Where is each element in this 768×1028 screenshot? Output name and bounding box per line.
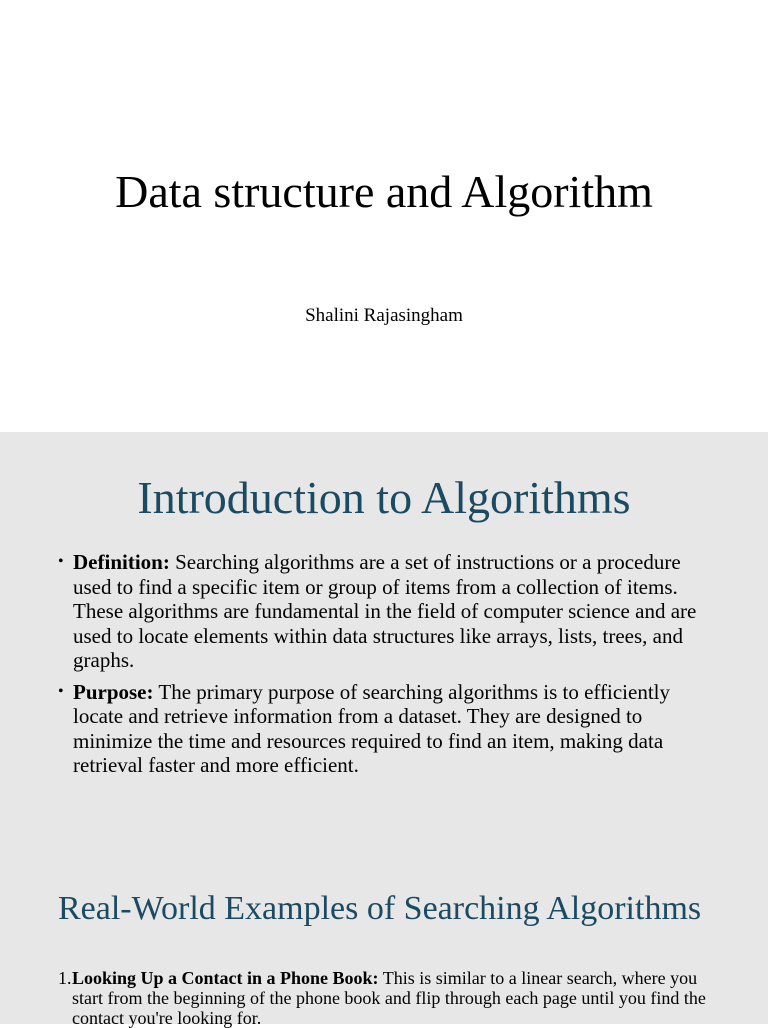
bullet-marker: • [58,553,64,570]
presentation-title: Data structure and Algorithm [115,166,653,217]
item-term: Looking Up a Contact in a Phone Book: [72,968,379,988]
numbered-list [58,968,718,1028]
slide-title: Real-World Examples of Searching Algorithms [58,890,702,927]
bullet-marker: • [58,682,64,700]
item-text: This is similar to a linear search, where you start from the beginning of the phone book and flip through each page until you find the contact you're looking for. [72,968,706,1028]
bullet-text: Searching algorithms are a set of instructions or a procedure used to find a specific item or group of items from a collection of items. These algorithms are fundamental in the field of computer science and are used to locate elements within data structures like arrays, lists, trees, and graphs. [73,550,697,672]
title-slide [0,0,768,432]
bullet-purpose [58,680,718,778]
examples-slide [0,864,768,1028]
author-name: Shalini Rajasingham [305,305,463,326]
bullet-term: Purpose: [73,679,154,704]
list-item-phone-book [58,968,718,1028]
item-number: 1. [58,968,72,988]
bullet-definition [58,550,718,673]
bullet-list [58,550,718,785]
slide-title: Introduction to Algorithms [137,472,631,523]
intro-slide [0,432,768,864]
bullet-term: Definition: [73,550,170,574]
bullet-text: The primary purpose of searching algorithms is to efficiently locate and retrieve information from a dataset. They are designed to minimize the time and resources required to find an item, making data retrieval faster and more efficient. [73,679,671,777]
